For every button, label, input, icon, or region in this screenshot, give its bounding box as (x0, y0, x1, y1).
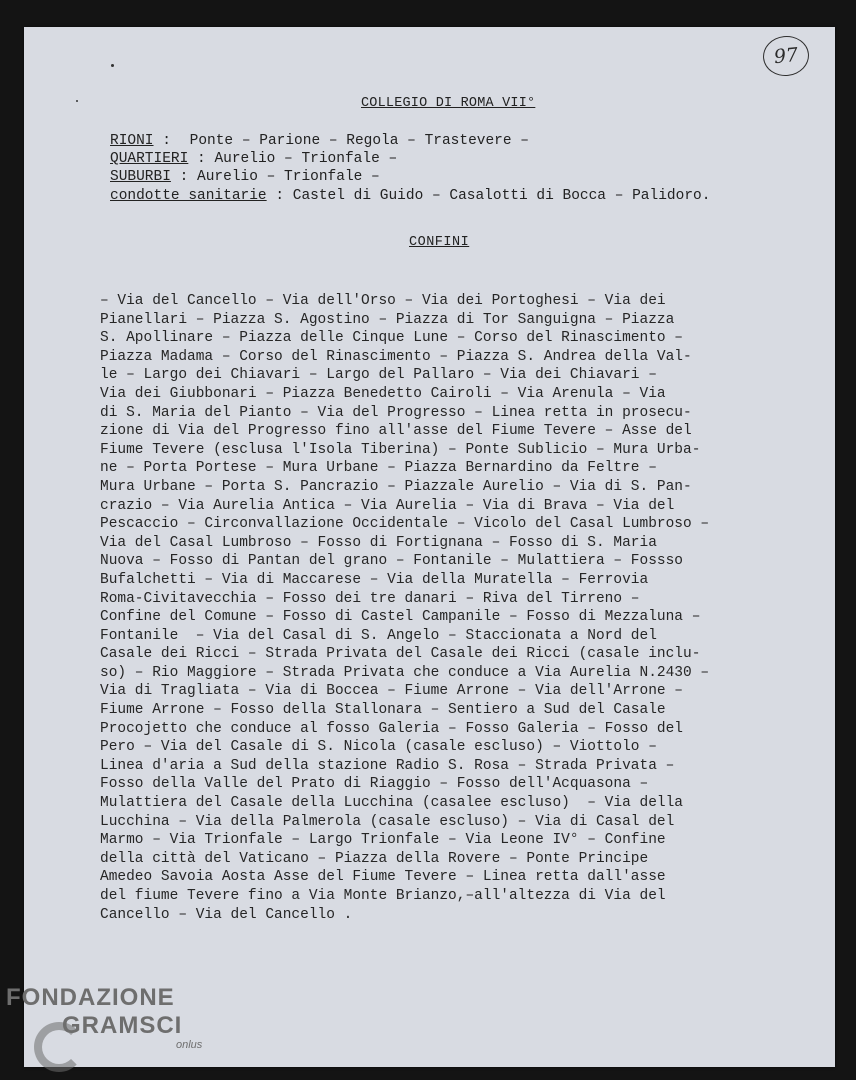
confini-line: Fiume Arrone – Fosso della Stallonara – Sentiero a Sud del Casale (100, 702, 666, 719)
confini-line: Pero – Via del Casale di S. Nicola (casale escluso) – Viottolo – (100, 739, 657, 756)
confini-line: Bufalchetti – Via di Maccarese – Via della Muratella – Ferrovia (100, 571, 649, 588)
rioni-line (110, 133, 529, 149)
confini-line: Cancello – Via del Cancello . (100, 906, 353, 923)
confini-line: Fosso della Valle del Prato di Riaggio – Fosso dell'Acquasona – (100, 776, 649, 793)
confini-line: crazio – Via Aurelia Antica – Via Aurelia – Via di Brava – Via del (100, 497, 675, 514)
rioni-label: RIONI (110, 133, 154, 149)
confini-line: Mura Urbane – Porta S. Pancrazio – Piazzale Aurelio – Via di S. Pan- (100, 478, 692, 495)
confini-line: zione di Via del Progresso fino all'asse del Fiume Tevere – Asse del (100, 423, 692, 440)
confini-line: Via di Tragliata – Via di Boccea – Fiume Arrone – Via dell'Arrone – (100, 683, 683, 700)
quartieri-value: Aurelio – Trionfale – (214, 151, 398, 167)
confini-line: Procojetto che conduce al fosso Galeria – Fosso Galeria – Fosso del (100, 720, 683, 737)
condotte-label: condotte sanitarie (110, 188, 267, 204)
quartieri-line (110, 151, 397, 167)
watermark-line2: GRAMSCI (62, 1012, 183, 1039)
confini-heading: CONFINI (409, 235, 470, 250)
condotte-value: Castel di Guido – Casalotti di Bocca – Palidoro. (292, 188, 711, 204)
confini-text (100, 292, 800, 924)
rioni-sep: : (153, 133, 180, 149)
suburbi-line (110, 169, 380, 185)
confini-line: Linea d'aria a Sud della stazione Radio S. Rosa – Strada Privata – (100, 757, 675, 774)
confini-line: Nuova – Fosso di Pantan del grano – Fontanile – Mulattiera – Fossso (100, 553, 683, 570)
confini-line: Casale dei Ricci – Strada Privata del Casale dei Ricci (casale inclu- (100, 646, 701, 663)
confini-line: del fiume Tevere fino a Via Monte Brianzo,–all'altezza di Via del (100, 888, 666, 904)
confini-line: di S. Maria del Pianto – Via del Progresso – Linea retta in prosecu- (100, 404, 692, 421)
confini-line: ne – Porta Portese – Mura Urbane – Piazza Bernardino da Feltre – (100, 460, 657, 477)
confini-line: Fontanile – Via del Casal di S. Angelo – Staccionata a Nord del (100, 627, 657, 644)
suburbi-label: SUBURBI (110, 169, 171, 185)
confini-line: Marmo – Via Trionfale – Largo Trionfale – Via Leone IV° – Confine (100, 832, 666, 849)
watermark-line3: onlus (176, 1039, 203, 1051)
quartieri-sep: : (188, 151, 215, 167)
rioni-value: Ponte – Parione – Regola – Trastevere – (189, 133, 529, 149)
confini-line: Roma-Civitavecchia – Fosso dei tre danari – Riva del Tirreno – (100, 590, 640, 607)
confini-line: Mulattiera del Casale della Lucchina (casalee escluso) – Via della (100, 795, 683, 812)
document-title: COLLEGIO DI ROMA VII° (361, 96, 536, 111)
confini-line: Confine del Comune – Fosso di Castel Campanile – Fosso di Mezzaluna – (100, 609, 701, 626)
page-number: 97 (772, 43, 800, 69)
confini-line: Amedeo Savoia Aosta Asse del Fiume Tevere – Linea retta dall'asse (100, 869, 666, 886)
confini-line: Piazza Madama – Corso del Rinascimento – Piazza S. Andrea della Val- (100, 348, 692, 365)
confini-line: Pianellari – Piazza S. Agostino – Piazza di Tor Sanguigna – Piazza (100, 311, 675, 328)
watermark-line1: FONDAZIONE (6, 984, 175, 1011)
confini-line: Pescaccio – Circonvallazione Occidentale – Vicolo del Casal Lumbroso – (100, 516, 710, 533)
confini-line: Via dei Giubbonari – Piazza Benedetto Cairoli – Via Arenula – Via (100, 385, 666, 402)
confini-line: – Via del Cancello – Via dell'Orso – Via dei Portoghesi – Via dei (100, 293, 666, 309)
confini-line: Lucchina – Via della Palmerola (casale escluso) – Via di Casal del (100, 813, 675, 830)
confini-line: della città del Vaticano – Piazza della Rovere – Ponte Principe (100, 850, 649, 867)
condotte-sep: : (266, 188, 293, 204)
confini-line: so) – Rio Maggiore – Strada Privata che conduce a Via Aurelia N.2430 – (100, 664, 710, 681)
confini-line: le – Largo dei Chiavari – Largo del Pallaro – Via dei Chiavari – (100, 367, 657, 384)
condotte-line (110, 188, 710, 204)
suburbi-value: Aurelio – Trionfale – (197, 169, 380, 185)
quartieri-label: QUARTIERI (110, 151, 189, 167)
watermark (6, 986, 202, 1051)
confini-line: Via del Casal Lumbroso – Fosso di Fortignana – Fosso di S. Maria (100, 534, 657, 551)
confini-line: Fiume Tevere (esclusa l'Isola Tiberina) – Ponte Sublicio – Mura Urba- (100, 441, 701, 458)
confini-line: S. Apollinare – Piazza delle Cinque Lune – Corso del Rinascimento – (100, 330, 683, 347)
paper-speck (76, 100, 78, 102)
suburbi-sep: : (170, 169, 198, 185)
paper-speck (111, 64, 114, 67)
